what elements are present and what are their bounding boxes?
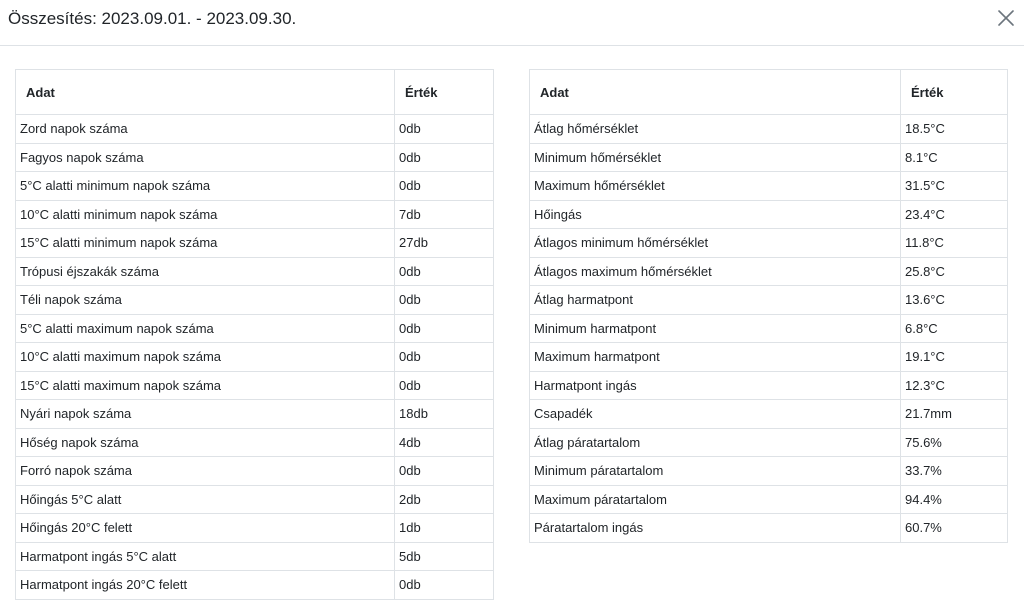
- row-label: Átlag páratartalom: [530, 428, 901, 457]
- row-label: Átlagos minimum hőmérséklet: [530, 229, 901, 258]
- row-label: 10°C alatti maximum napok száma: [16, 343, 395, 372]
- column-header-ertek: Érték: [395, 70, 494, 115]
- close-icon: [994, 6, 1018, 30]
- row-value: 27db: [395, 229, 494, 258]
- row-label: Hőingás 5°C alatt: [16, 485, 395, 514]
- row-value: 0db: [395, 115, 494, 144]
- row-label: Átlagos maximum hőmérséklet: [530, 257, 901, 286]
- table-row: [530, 371, 1008, 400]
- row-label: Átlag hőmérséklet: [530, 115, 901, 144]
- close-button[interactable]: [994, 6, 1018, 30]
- row-label: Hőingás 20°C felett: [16, 514, 395, 543]
- table-row: [530, 400, 1008, 429]
- table-row: [16, 200, 494, 229]
- row-value: 0db: [395, 172, 494, 201]
- row-label: Harmatpont ingás: [530, 371, 901, 400]
- row-label: 10°C alatti minimum napok száma: [16, 200, 395, 229]
- table-row: [16, 371, 494, 400]
- row-value: 1db: [395, 514, 494, 543]
- column-header-adat: Adat: [16, 70, 395, 115]
- row-label: Átlag harmatpont: [530, 286, 901, 315]
- table-row: [530, 286, 1008, 315]
- row-label: Páratartalom ingás: [530, 514, 901, 543]
- row-label: Hőség napok száma: [16, 428, 395, 457]
- row-value: 4db: [395, 428, 494, 457]
- table-row: [530, 143, 1008, 172]
- row-label: Harmatpont ingás 20°C felett: [16, 571, 395, 600]
- table-row: [16, 229, 494, 258]
- table-row: [16, 457, 494, 486]
- table-row: [530, 172, 1008, 201]
- table-row: [530, 514, 1008, 543]
- row-label: Nyári napok száma: [16, 400, 395, 429]
- modal-header: [0, 0, 1024, 46]
- row-value: 75.6%: [901, 428, 1008, 457]
- row-value: 0db: [395, 457, 494, 486]
- table-row: [16, 343, 494, 372]
- table-row: [16, 286, 494, 315]
- table-row: [16, 542, 494, 571]
- table-row: [16, 257, 494, 286]
- row-value: 0db: [395, 571, 494, 600]
- table-row: [16, 571, 494, 600]
- table-row: [530, 115, 1008, 144]
- table-row: [16, 400, 494, 429]
- table-row: [16, 428, 494, 457]
- table-row: [530, 229, 1008, 258]
- row-value: 94.4%: [901, 485, 1008, 514]
- row-label: Zord napok száma: [16, 115, 395, 144]
- summary-table-measurements: [529, 69, 1008, 543]
- table-row: [530, 485, 1008, 514]
- row-label: Maximum harmatpont: [530, 343, 901, 372]
- table-row: [16, 514, 494, 543]
- row-label: Harmatpont ingás 5°C alatt: [16, 542, 395, 571]
- table-row: [16, 485, 494, 514]
- row-value: 31.5°C: [901, 172, 1008, 201]
- column-header-ertek: Érték: [901, 70, 1008, 115]
- table-row: [530, 343, 1008, 372]
- row-value: 13.6°C: [901, 286, 1008, 315]
- column-header-adat: Adat: [530, 70, 901, 115]
- row-label: Fagyos napok száma: [16, 143, 395, 172]
- table-row: [530, 200, 1008, 229]
- row-label: 5°C alatti maximum napok száma: [16, 314, 395, 343]
- row-label: Hőingás: [530, 200, 901, 229]
- row-value: 18db: [395, 400, 494, 429]
- row-value: 18.5°C: [901, 115, 1008, 144]
- table-row: [530, 314, 1008, 343]
- row-value: 0db: [395, 314, 494, 343]
- table-row: [530, 257, 1008, 286]
- row-value: 8.1°C: [901, 143, 1008, 172]
- row-value: 0db: [395, 257, 494, 286]
- row-value: 12.3°C: [901, 371, 1008, 400]
- row-value: 33.7%: [901, 457, 1008, 486]
- row-value: 11.8°C: [901, 229, 1008, 258]
- table-header-row: [530, 70, 1008, 115]
- row-label: 15°C alatti maximum napok száma: [16, 371, 395, 400]
- table-row: [16, 143, 494, 172]
- row-value: 7db: [395, 200, 494, 229]
- modal-title: Összesítés: 2023.09.01. - 2023.09.30.: [8, 9, 297, 28]
- summary-table-counts: [15, 69, 494, 600]
- row-label: 5°C alatti minimum napok száma: [16, 172, 395, 201]
- row-value: 6.8°C: [901, 314, 1008, 343]
- row-label: Maximum hőmérséklet: [530, 172, 901, 201]
- row-value: 60.7%: [901, 514, 1008, 543]
- row-value: 0db: [395, 143, 494, 172]
- row-label: Téli napok száma: [16, 286, 395, 315]
- row-value: 23.4°C: [901, 200, 1008, 229]
- table-row: [16, 172, 494, 201]
- row-value: 2db: [395, 485, 494, 514]
- row-value: 21.7mm: [901, 400, 1008, 429]
- table-row: [16, 115, 494, 144]
- table-header-row: [16, 70, 494, 115]
- row-label: Minimum hőmérséklet: [530, 143, 901, 172]
- row-value: 0db: [395, 343, 494, 372]
- row-label: Maximum páratartalom: [530, 485, 901, 514]
- row-value: 19.1°C: [901, 343, 1008, 372]
- table-row: [16, 314, 494, 343]
- row-label: Minimum páratartalom: [530, 457, 901, 486]
- row-label: Csapadék: [530, 400, 901, 429]
- table-row: [530, 428, 1008, 457]
- row-label: Forró napok száma: [16, 457, 395, 486]
- row-value: 0db: [395, 371, 494, 400]
- row-label: 15°C alatti minimum napok száma: [16, 229, 395, 258]
- row-value: 25.8°C: [901, 257, 1008, 286]
- row-value: 0db: [395, 286, 494, 315]
- row-label: Minimum harmatpont: [530, 314, 901, 343]
- row-value: 5db: [395, 542, 494, 571]
- row-label: Trópusi éjszakák száma: [16, 257, 395, 286]
- table-row: [530, 457, 1008, 486]
